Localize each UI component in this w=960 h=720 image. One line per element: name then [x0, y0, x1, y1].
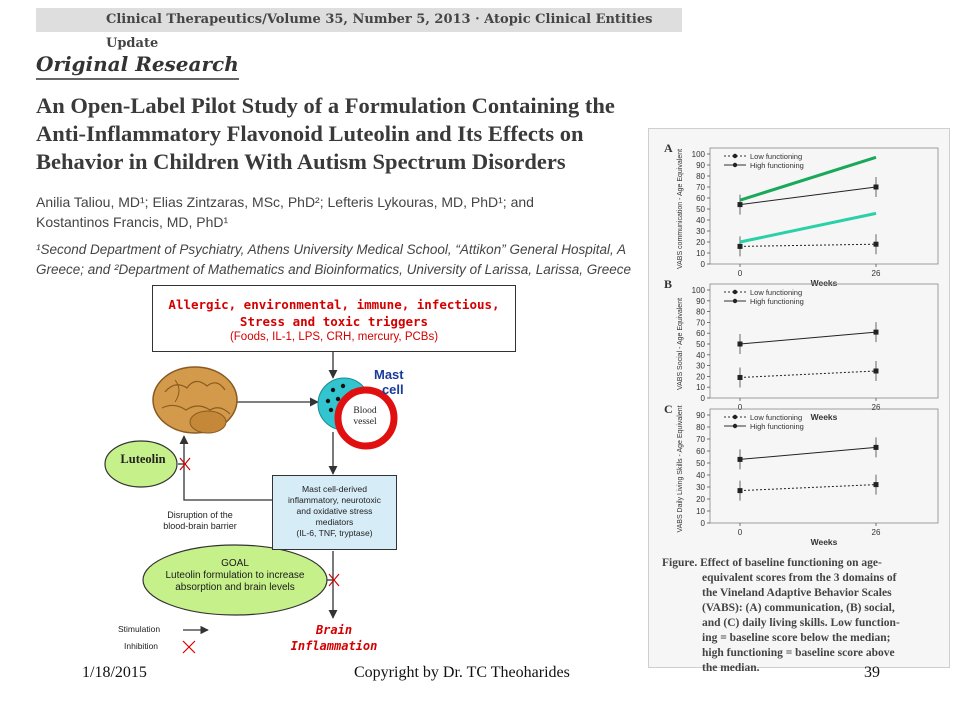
x-tick-label: 0	[737, 403, 743, 412]
x-tick-label: 26	[871, 528, 881, 537]
y-tick-label: 10	[696, 249, 705, 258]
mediator-line: Mast cell-derived	[302, 484, 367, 494]
series-line	[740, 332, 876, 344]
y-tick-label: 10	[696, 507, 705, 516]
x-axis-label: Weeks	[810, 278, 838, 288]
y-tick-label: 0	[700, 260, 705, 269]
data-point	[874, 445, 879, 450]
title-line: Behavior in Children With Autism Spectrum Disorders	[36, 149, 566, 174]
legend-stimulation-label: Stimulation	[118, 624, 161, 634]
y-tick-label: 60	[696, 447, 705, 456]
caption-line: equivalent scores from the 3 domains of	[702, 572, 897, 584]
goal-line: absorption and brain levels	[175, 582, 295, 593]
y-tick-label: 80	[696, 307, 705, 317]
y-tick-label: 0	[700, 394, 705, 403]
title-line: Anti-Inflammatory Flavonoid Luteolin and Its Effects on	[36, 121, 584, 146]
authors-line: Kostantinos Francis, MD, PhD¹	[36, 214, 229, 230]
caption-line: high functioning = baseline score above	[702, 647, 895, 659]
y-tick-label: 20	[696, 238, 705, 247]
title-line: An Open-Label Pilot Study of a Formulation Containing the	[36, 93, 615, 118]
y-tick-label: 30	[696, 483, 705, 492]
y-tick-label: 80	[696, 423, 705, 432]
series-line	[740, 371, 876, 377]
goal-line: Luteolin formulation to increase	[165, 570, 305, 581]
authors-line: Anilia Taliou, MD¹; Elias Zintzaras, MSc, PhD²; Lefteris Lykouras, MD, PhD¹; and	[36, 194, 534, 210]
y-tick-label: 40	[696, 350, 705, 360]
series-line	[740, 485, 876, 491]
vabs-charts	[648, 128, 948, 556]
triggers-box	[152, 285, 516, 352]
legend-marker	[733, 415, 737, 419]
caption-line: (VABS): (A) communication, (B) social,	[702, 602, 895, 614]
legend-label: High functioning	[750, 297, 804, 306]
y-tick-label: 50	[696, 205, 705, 214]
series-line	[740, 447, 876, 459]
footer-copyright: Copyright by Dr. TC Theoharides	[354, 664, 570, 681]
legend-label: Low functioning	[750, 152, 803, 161]
data-point	[874, 369, 879, 374]
series-line	[740, 187, 876, 205]
journal-line: Clinical Therapeutics/Volume 35, Number 5, 2013 · Atopic Clinical Entities Update	[106, 12, 653, 51]
affil-line: ¹Second Department of Psychiatry, Athens University Medical School, “Attikon” General Hospital, A	[36, 242, 626, 257]
figure-caption	[662, 556, 944, 676]
y-tick-label: 60	[696, 194, 705, 203]
caption-line: the Vineland Adaptive Behavior Scales	[702, 587, 892, 599]
y-tick-label: 90	[696, 161, 705, 170]
mediators-box	[272, 475, 397, 550]
data-point	[738, 375, 743, 380]
inhibition-legend-x-icon	[183, 641, 195, 653]
brain-illustration	[153, 367, 237, 433]
data-point	[874, 330, 879, 335]
footer-date: 1/18/2015	[82, 664, 147, 681]
y-tick-label: 70	[696, 435, 705, 444]
bbb-disruption-label	[140, 510, 260, 532]
series-line	[740, 244, 876, 246]
y-tick-label: 90	[696, 411, 705, 420]
y-tick-label: 20	[696, 495, 705, 504]
goal-label	[142, 558, 328, 594]
bbb-line: blood-brain barrier	[163, 521, 237, 531]
legend-label: High functioning	[750, 161, 804, 170]
luteolin-label: Luteolin	[120, 452, 166, 466]
footer-page-number: 39	[864, 664, 880, 681]
affil-line: Greece; and ²Department of Mathematics and Bioinformatics, University of Larissa, Larissa, Greece	[36, 262, 631, 277]
blood-vessel-label	[342, 406, 388, 428]
mast-label-line: Mast	[374, 367, 404, 382]
bbb-line: Disruption of the	[167, 510, 233, 520]
caption-line: ing = baseline score below the median;	[702, 632, 891, 644]
y-tick-label: 30	[696, 227, 705, 236]
legend-label: Low functioning	[750, 413, 803, 422]
data-point	[738, 457, 743, 462]
legend-label: High functioning	[750, 422, 804, 431]
triggers-examples: (Foods, IL-1, LPS, CRH, mercury, PCBs)	[229, 331, 439, 343]
legend-marker	[733, 154, 737, 158]
y-tick-label: 100	[691, 286, 705, 295]
panel-letter: C	[664, 402, 673, 416]
triggers-line: Stress and toxic triggers	[239, 314, 429, 329]
y-tick-label: 0	[700, 519, 705, 528]
data-point	[874, 242, 879, 247]
y-axis-label: VABS Daily Living Skills - Age Equivalent	[677, 405, 684, 533]
mast-cell-label	[374, 367, 404, 397]
x-tick-label: 0	[737, 528, 743, 537]
triggers-line: Allergic, environmental, immune, infectious,	[168, 297, 500, 312]
brain-infl-line: Brain	[315, 623, 353, 637]
panel-letter: A	[664, 141, 673, 155]
brain-inflammation-label	[272, 622, 396, 654]
legend-inhibition-label: Inhibition	[124, 641, 159, 651]
data-point	[738, 244, 743, 249]
data-point	[874, 185, 879, 190]
goal-heading: GOAL	[221, 558, 249, 569]
data-point	[874, 482, 879, 487]
mediator-line: inflammatory, neurotoxic	[288, 495, 381, 505]
x-axis-label: Weeks	[810, 537, 838, 547]
panel-letter: B	[664, 277, 673, 291]
data-point	[738, 488, 743, 493]
arrow-bbb-to-brain	[184, 436, 272, 500]
y-tick-label: 50	[696, 340, 705, 349]
legend-marker	[733, 424, 737, 428]
legend-marker	[733, 290, 737, 294]
vessel-label-line: vessel	[353, 417, 377, 427]
y-tick-label: 40	[696, 471, 705, 480]
y-tick-label: 70	[696, 183, 705, 192]
x-tick-label: 26	[871, 269, 881, 278]
caption-line: Figure. Effect of baseline functioning on age-	[662, 557, 882, 569]
legend-marker	[733, 163, 737, 167]
y-tick-label: 100	[691, 150, 705, 159]
y-tick-label: 10	[696, 383, 705, 393]
y-axis-label: VABS Social - Age Equivalent	[677, 297, 684, 391]
caption-line: and (C) daily living skills. Low function-	[702, 617, 900, 629]
legend-label: Low functioning	[750, 288, 803, 297]
y-tick-label: 70	[696, 318, 705, 328]
mediator-line: mediators	[315, 517, 354, 527]
x-axis-label: Weeks	[810, 412, 838, 422]
vessel-label-line: Blood	[353, 406, 377, 416]
series-line	[740, 213, 876, 242]
data-point	[738, 342, 743, 347]
legend-marker	[733, 299, 737, 303]
y-tick-label: 50	[696, 459, 705, 468]
y-tick-label: 30	[696, 361, 705, 371]
y-tick-label: 80	[696, 172, 705, 181]
data-point	[738, 202, 743, 207]
brain-infl-line: Inflammation	[290, 639, 378, 653]
y-tick-label: 60	[696, 329, 705, 339]
y-axis-label: VABS communication - Age Equivalent	[677, 148, 684, 270]
y-tick-label: 20	[696, 372, 705, 382]
y-tick-label: 90	[696, 296, 705, 306]
mediator-line: and oxidative stress	[296, 506, 373, 516]
mast-label-line: cell	[381, 382, 404, 397]
x-tick-label: 26	[871, 403, 881, 412]
caption-line: the median.	[702, 662, 760, 674]
section-label: Original Research	[36, 52, 239, 80]
y-tick-label: 40	[696, 216, 705, 225]
mediator-line: (IL-6, TNF, tryptase)	[296, 528, 373, 538]
x-tick-label: 0	[737, 269, 743, 278]
